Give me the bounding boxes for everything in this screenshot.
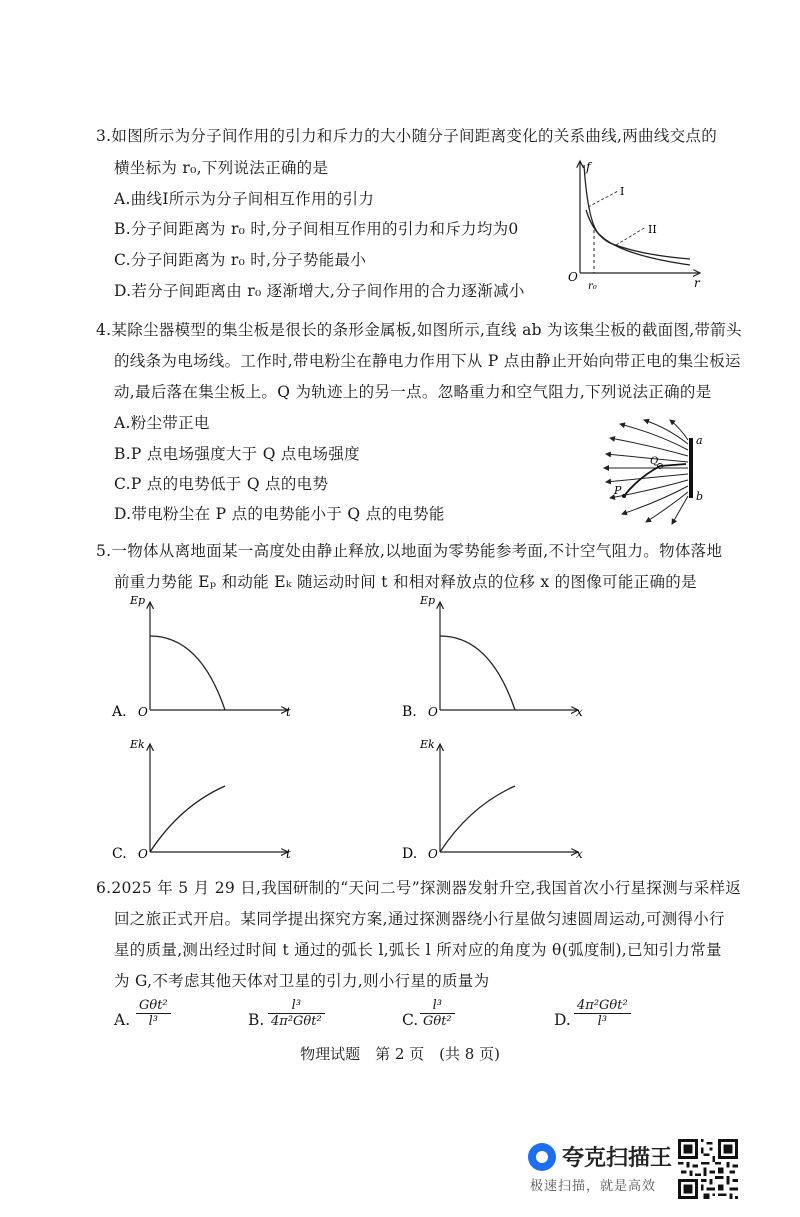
label-a: a [696,434,703,447]
q3-stem-line-1: 3.如图所示为分子间作用的引力和斥力的大小随分子间距离变化的关系曲线,两曲线交点的 [96,127,718,145]
q3-option-d: D.若分子间距离由 r₀ 逐渐增大,分子间作用的合力逐渐减小 [114,282,525,300]
ek-curve [440,786,515,852]
q4-option-c: C.P 点的电势低于 Q 点的电势 [114,475,329,493]
ek-curve [150,786,225,852]
q5-stem-line-1: 5.一物体从离地面某一高度处由静止释放,以地面为零势能参考面,不计空气阻力。物体落地 [96,542,723,560]
numerator: l³ [432,998,443,1013]
curve-i-leader [588,191,618,207]
q6-option-b-label: B. [248,1011,265,1029]
q6-option-a-formula [136,998,171,1029]
curve-ii-label: II [648,223,657,236]
option-label: A. [112,704,127,720]
curve-i [584,165,690,265]
watermark-slogan: 极速扫描，就是高效 [530,1179,657,1194]
origin-label: O [428,847,438,861]
scanner-watermark [526,1137,676,1197]
ep-curve [150,636,225,710]
q6-stem-line-2: 回之旅正式开启。某同学提出探究方案,通过探测器绕小行星做匀速圆周运动,可测得小行 [114,910,725,928]
q5-stem-line-2: 前重力势能 Eₚ 和动能 Eₖ 随运动时间 t 和相对释放点的位移 x 的图像可能正确的是 [114,573,697,591]
curve-i-label: I [620,185,625,198]
label-q: Q [650,456,659,467]
q6-option-d-label: D. [554,1011,571,1029]
y-label: Ep [420,594,436,607]
q4-option-a: A.粉尘带正电 [114,414,210,432]
q4-stem-line-2: 的线条为电场线。工作时,带电粉尘在静电力作用下从 P 点由静止开始向带正电的集尘板运 [114,352,741,370]
qr-code-icon [678,1138,738,1200]
y-label: Ek [130,738,145,751]
q3-stem-line-2: 横坐标为 r₀,下列说法正确的是 [114,159,329,177]
q3-option-b: B.分子间距离为 r₀ 时,分子间相互作用的引力和斥力均为0 [114,220,519,238]
page-footer: 物理试题 第 2 页 (共 8 页) [300,1045,500,1063]
numerator: l³ [291,998,302,1013]
q4-electric-field-figure [598,418,718,528]
q5-graph-a [110,592,310,727]
y-label: Ek [420,738,435,751]
dust-trajectory [624,464,686,496]
q4-stem-line-3: 动,最后落在集尘板上。Q 为轨迹上的另一点。忽略重力和空气阻力,下列说法正确的是 [114,383,712,401]
f-axis-label: f [586,160,591,174]
ep-curve [440,636,515,710]
q6-stem-line-3: 星的质量,测出经过时间 t 通过的弧长 l,弧长 l 所对应的角度为 θ(弧度制),已知引力常量 [114,941,722,959]
point-p [622,494,626,498]
q6-option-b-formula [268,998,325,1029]
quark-logo-icon [528,1143,556,1171]
q6-option-c-formula [420,998,455,1029]
y-label: Ep [130,594,146,607]
x-label: x [576,705,583,719]
q6-option-d-formula [574,998,631,1029]
q6-stem-line-1: 6.2025 年 5 月 29 日,我国研制的“天问二号”探测器发射升空,我国首次小行星探测与采样返 [96,879,742,897]
x-label: x [576,847,583,861]
numerator: 4π²Gθt² [577,998,628,1013]
denominator: Gθt² [420,1013,455,1029]
q5-graph-d [400,736,600,866]
label-b: b [696,490,704,503]
curve-ii-leader [616,227,646,245]
origin-label: O [138,705,148,719]
label-p: P [614,484,622,497]
q3-option-c: C.分子间距离为 r₀ 时,分子势能最小 [114,251,367,269]
origin-label: O [138,847,148,861]
origin-label: O [428,705,438,719]
q3-force-distance-figure [560,155,710,295]
option-label: D. [402,846,418,862]
q4-option-b: B.P 点电场强度大于 Q 点电场强度 [114,445,360,463]
field-line [606,454,688,462]
q3-option-a: A.曲线Ⅰ所示为分子间相互作用的引力 [114,190,375,208]
q4-stem-line-1: 4.某除尘器模型的集尘板是很长的条形金属板,如图所示,直线 ab 为该集尘板的截面图,带箭头 [96,321,742,339]
field-line [672,496,688,524]
x-label: t [286,847,291,861]
denominator: l³ [574,1013,631,1029]
r0-label: r₀ [588,281,597,292]
option-label: C. [112,846,127,862]
field-line [610,480,688,498]
field-line [644,420,688,444]
curve-ii [586,210,690,259]
q6-stem-line-4: 为 G,不考虑其他天体对卫星的引力,则小行星的质量为 [114,972,490,990]
q6-option-a-label: A. [114,1011,131,1029]
q5-graph-c [110,736,310,866]
watermark-brand-name: 夸克扫描王 [562,1146,673,1171]
q4-option-d: D.带电粉尘在 P 点的电势能小于 Q 点的电势能 [114,505,445,523]
q6-option-c-label: C. [402,1011,419,1029]
denominator: l³ [136,1013,171,1029]
x-label: t [286,705,291,719]
option-label: B. [402,704,417,720]
r-axis-label: r [694,276,700,290]
numerator: Gθt² [139,998,168,1013]
field-line [610,438,688,456]
denominator: 4π²Gθt² [268,1013,325,1029]
origin-label: O [568,270,578,284]
q5-graph-b [400,592,600,727]
